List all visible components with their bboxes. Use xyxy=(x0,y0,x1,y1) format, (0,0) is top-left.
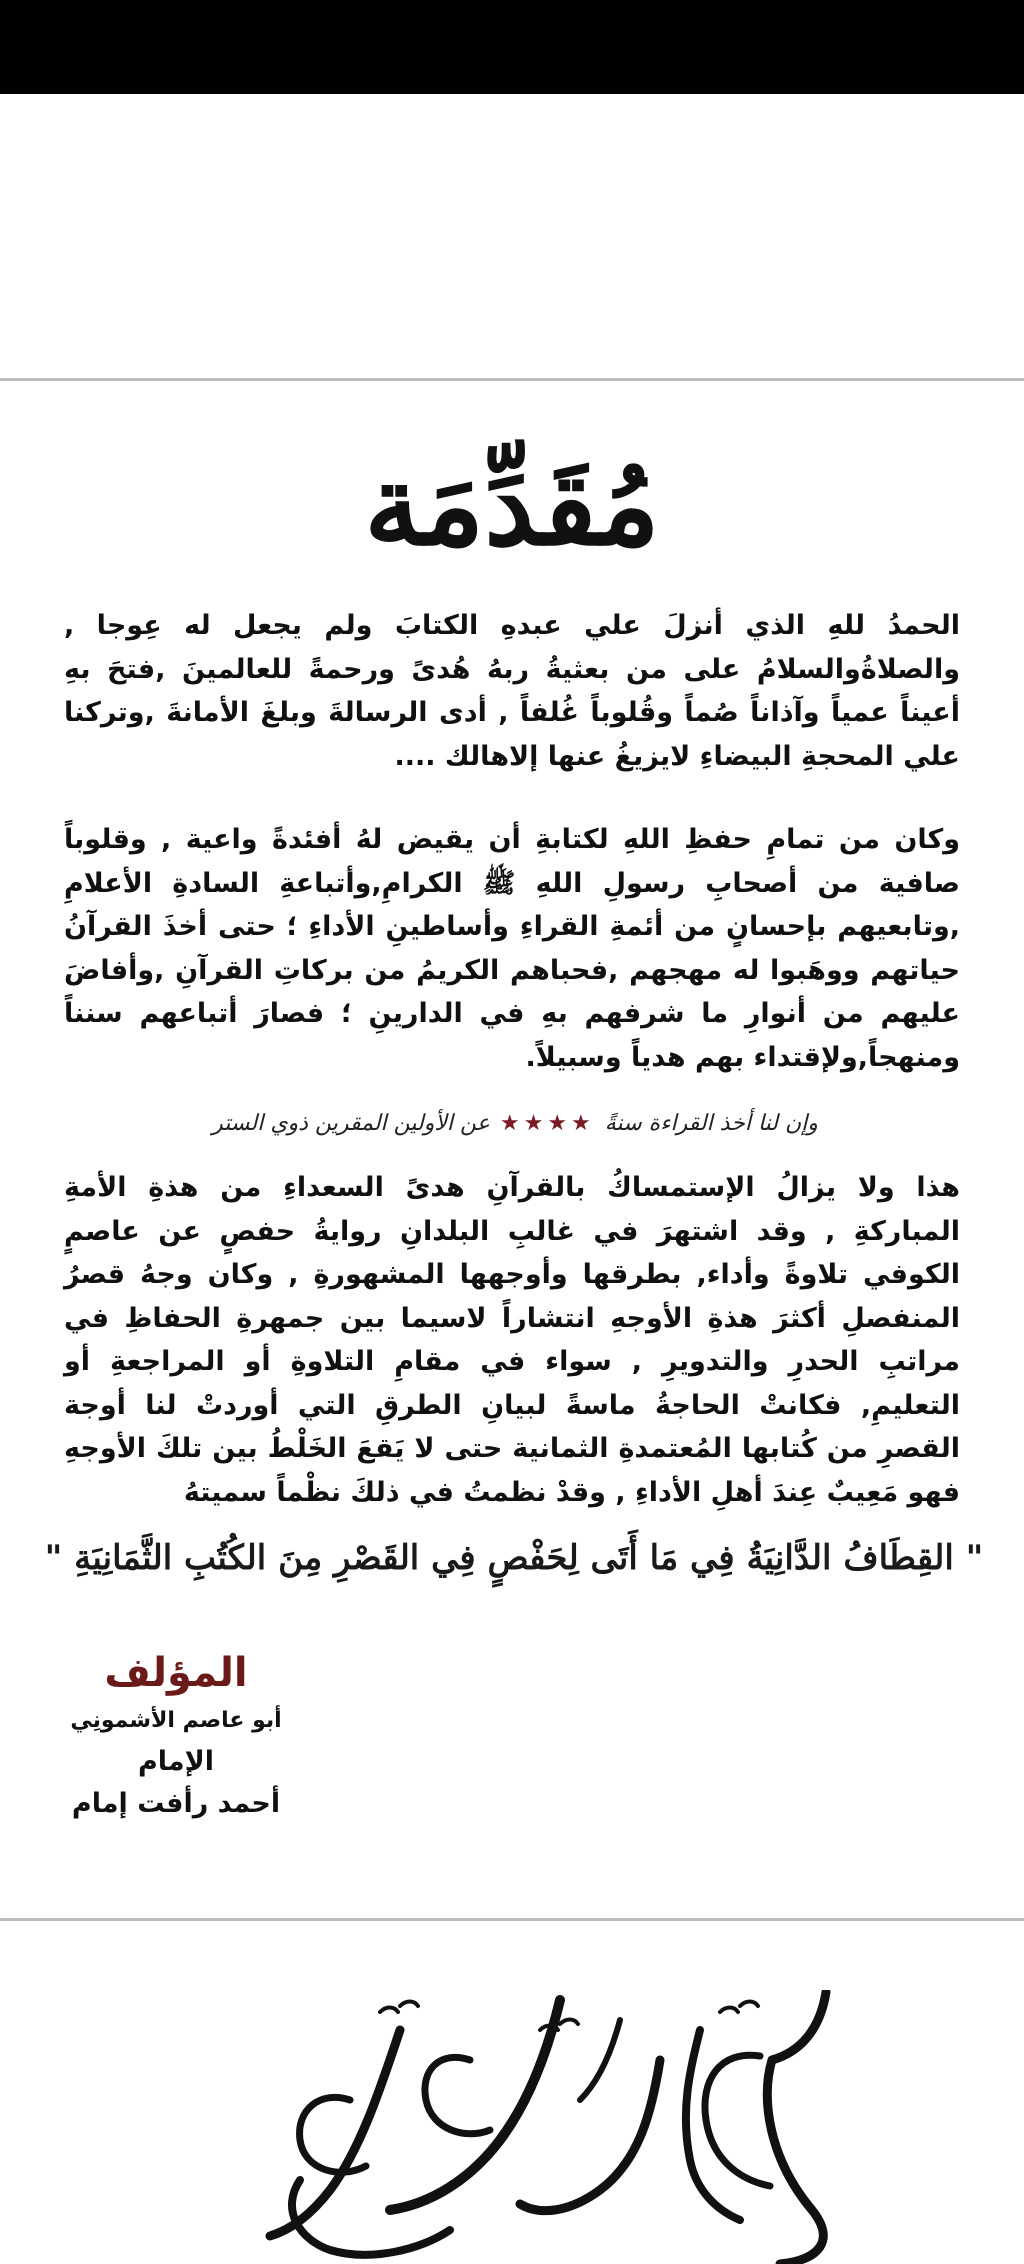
heading-text: مُقَدِّمَة xyxy=(364,439,660,571)
author-role-label: المؤلف xyxy=(104,1650,248,1696)
intro-paragraph-2: وكان من تمامِ حفظِ اللهِ لكتابةِ أن يقيض لهُ أفئدةً واعية , وقلوباً صافية من أصحابِ رسولِ اللهِ ﷺ الكرامِ,وأتباعةِ السادةِ الأعلامِ ,وتابعيهم بإحسانٍ من أئمةِ القراءِ وأساطينِ الأداءِ ؛ حتى أخذَ القرآنُ حياتهم ووهَبوا له مهجهم ,فحباهم الكريمُ من بركاتِ القرآنِ ,وأفاضَ عليهم من أنوارِ ما شرفهم بهِ في الدارينِ ؛ فصارَ أتباعهم سنناً ومنهجاً,ولإقتداء بهم هدياً وسبيلاً. xyxy=(64,824,960,1073)
page-heading xyxy=(300,420,724,590)
verse-left-hemistich: عن الأولين المقرين ذوي الستر xyxy=(212,1110,490,1136)
intro-paragraph-3: هذا ولا يزالُ الإستمساكُ بالقرآنِ هدىً السعداءِ من هذةِ الأمةِ المباركةِ , وقد اشتهرَ في غالبِ البلدانِ روايةُ حفصٍ عن عاصمٍ الكوفي تلاوةً وأداء, بطرقها وأوجهها المشهورةِ , وكان وجهُ قصرُ المنفصلِ أكثرَ هذةِ الأوجهِ انتشاراً لاسيما بين جمهرةِ الحفاظِ في مراتبِ الحدرِ والتدويرِ , سواء في مقامِ التلاوةِ أو المراجعةِ أو التعليمِ, فكانتْ الحاجةُ ماسةً لبيانِ الطرقِ التي أوردتْ لنا أوجة القصرِ من كُتابها المُعتمدةِ الثمانية حتى لا يَقعَ الخَلْطُ بين تلكَ الأوجهِ فهو مَعِيبٌ عِندَ أهلِ الأداءِ , وقدْ نظمتُ في ذلكَ نظْماً سميتهُ xyxy=(64,1172,960,1508)
poem-verse-line xyxy=(170,1100,860,1146)
author-name: أحمد رأفت إمام xyxy=(71,1788,281,1819)
verse-right-hemistich: وإن لنا أخذ القراءة سنةً xyxy=(604,1110,818,1136)
author-kunya: أبو عاصم الأشمونِي xyxy=(70,1708,282,1733)
author-title: الإمام xyxy=(137,1746,214,1777)
basmala-calligraphy xyxy=(0,1990,1024,2264)
intro-paragraph-1: الحمدُ للهِ الذي أنزلَ علي عبدهِ الكتابَ ولم يجعل له عِوجا , والصلاةُوالسلامُ على من بعثيةُ ربهُ هُدىً ورحمةً للعالمينَ ,فتحَ بهِ أعيناً عمياً وآذاناً صُماً وقُلوباً غُلفاً , أدى الرسالةَ وبلغَ الأمانةَ ,وتركنا علي المحجةِ البيضاءِ لايزيغُ عنها إلاهالك .... xyxy=(64,610,960,772)
bottom-divider xyxy=(0,1918,1024,1921)
star-ornament-icon: ★★★★ xyxy=(499,1110,595,1136)
basmala-calligraphy-icon xyxy=(0,1990,1024,2264)
top-black-band xyxy=(0,0,1024,94)
top-divider xyxy=(0,378,1024,381)
book-title-calligraphy: " القِطَافُ الدَّانِيَةُ فِي مَا أَتَى لِحَفْصٍ فِي القَصْرِ مِنَ الكُتُبِ الثَّمَانِيَةِ " xyxy=(44,1538,984,1578)
